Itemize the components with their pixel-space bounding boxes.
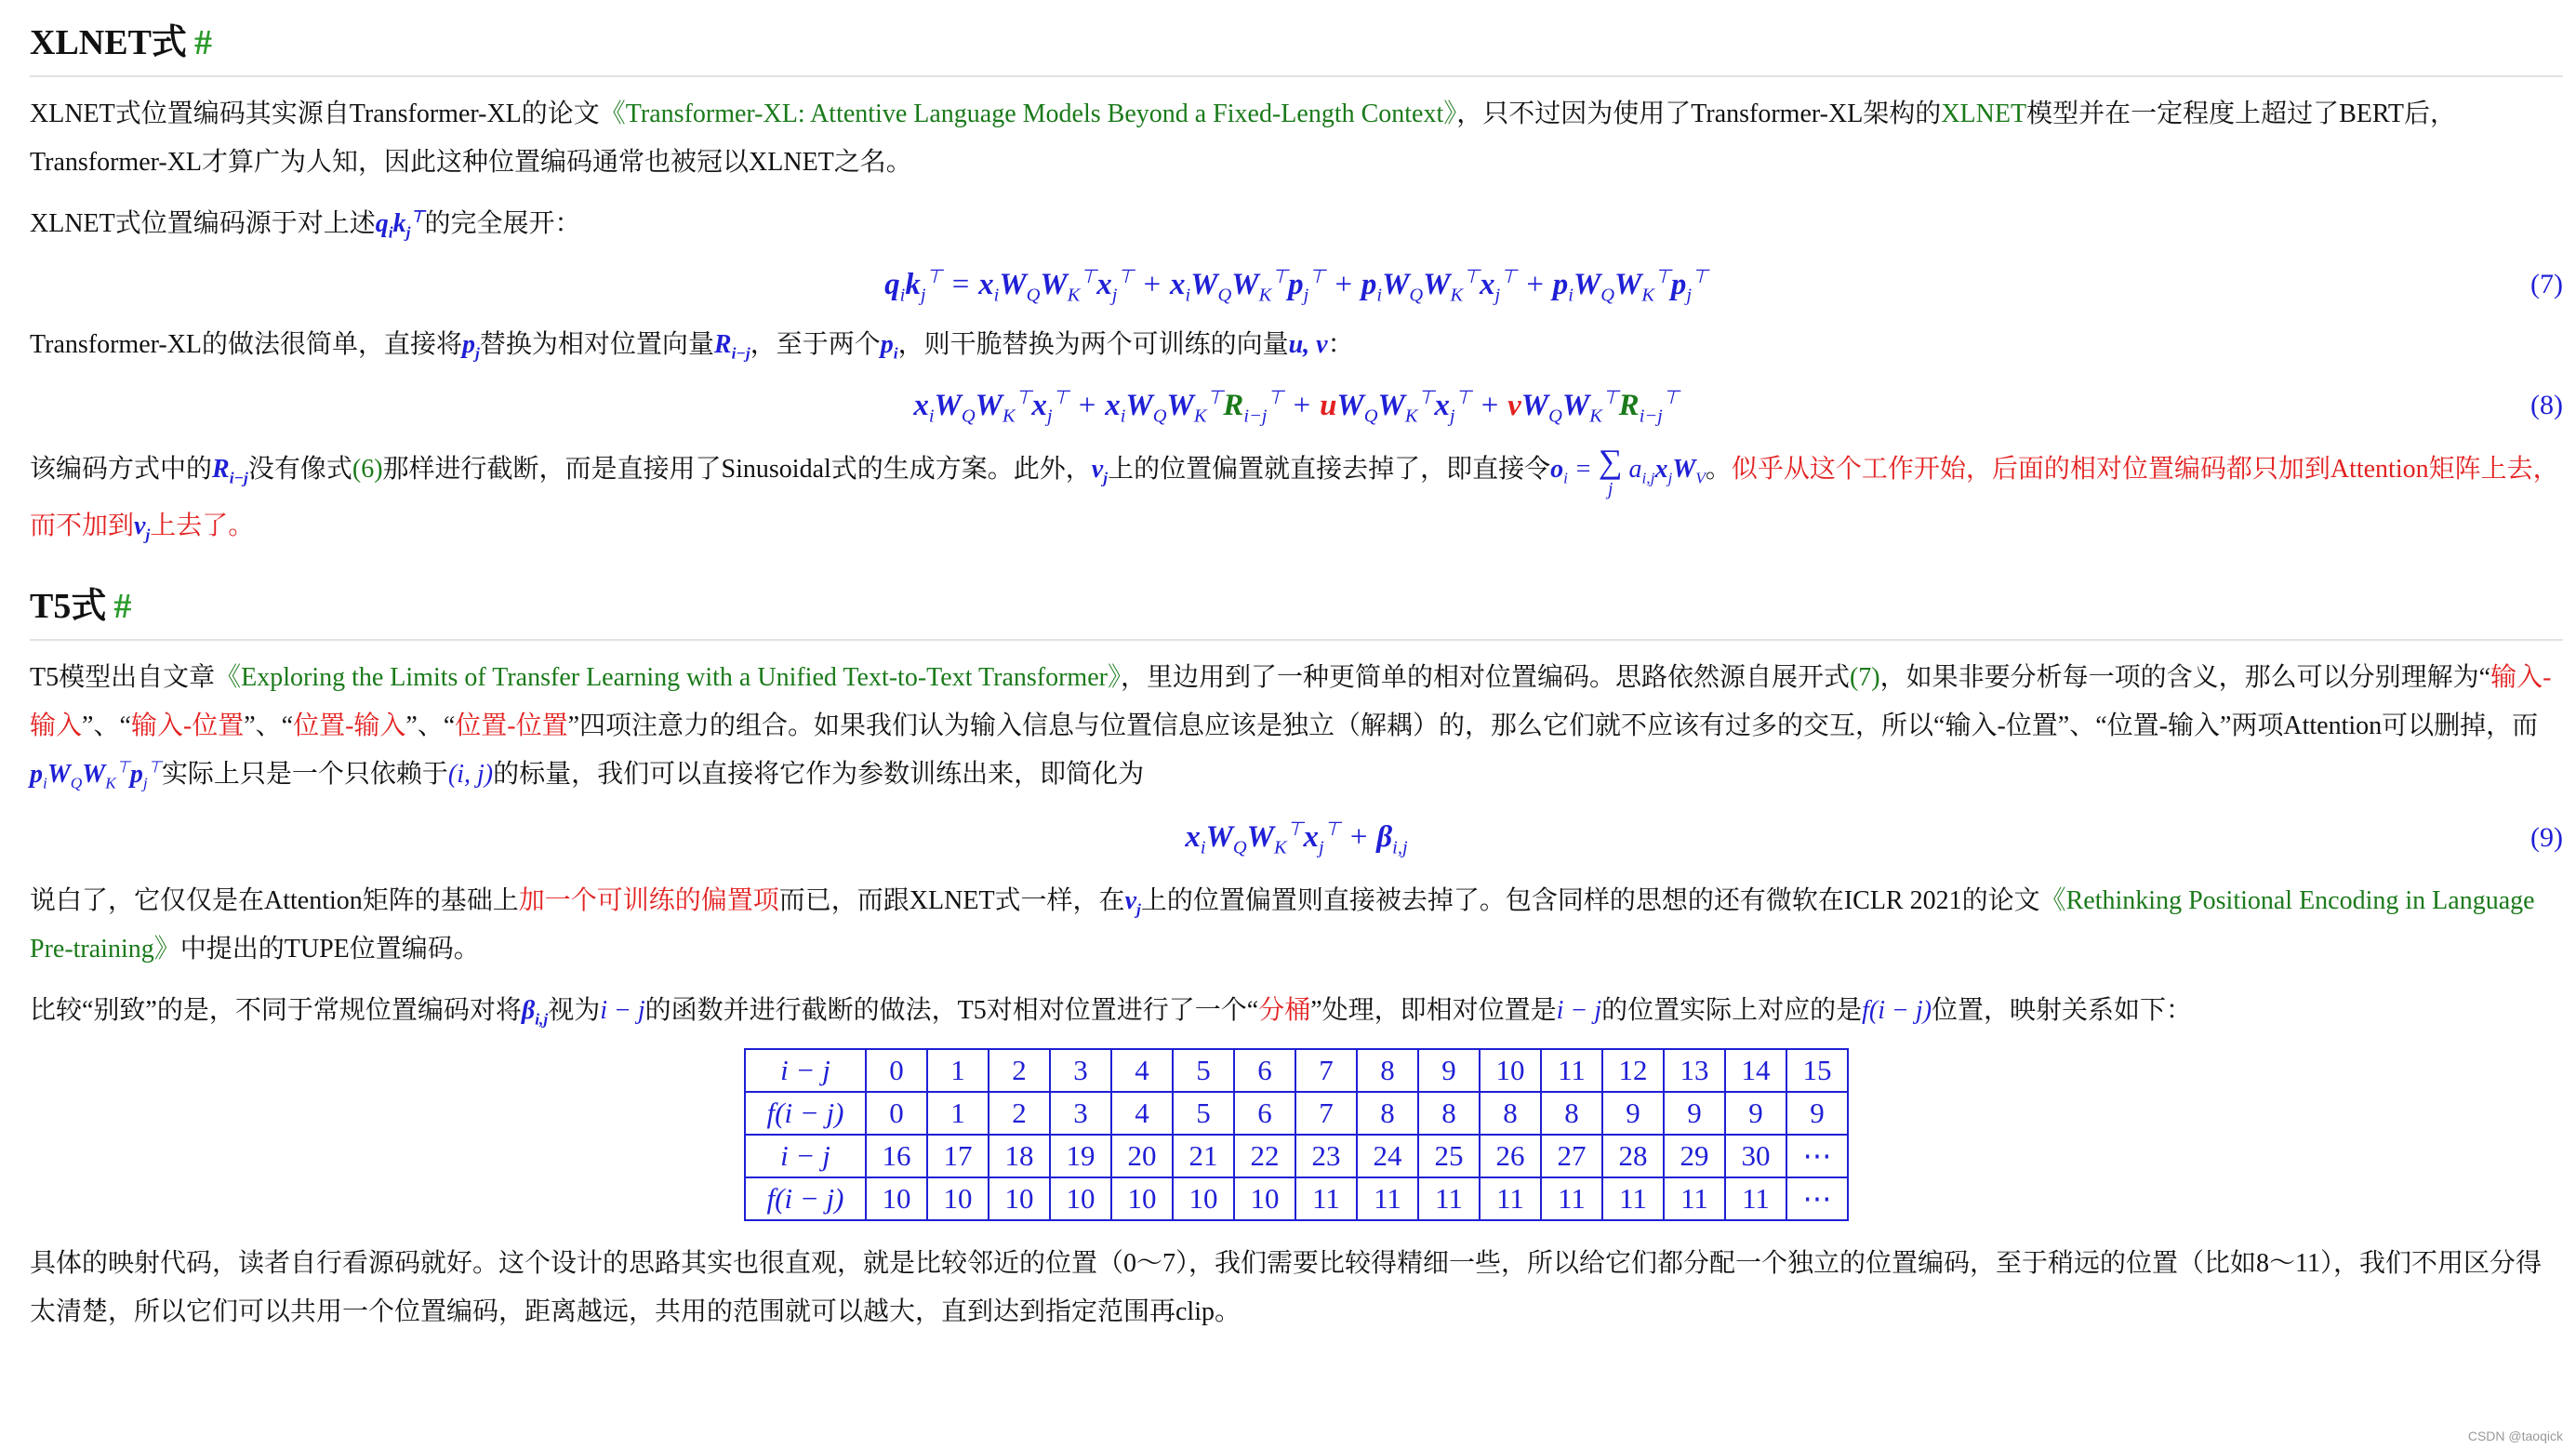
table-cell: 26 [1480,1135,1541,1177]
table-cell: 15 [1786,1049,1848,1092]
table-row [745,1135,1848,1177]
paragraph: T5模型出自文章《Exploring the Limits of Transfer Learning with a Unified Text-to-Text Transformer》，里边用到了一种更简单的相对位置编码。思路依然源自展开式(7)，如果非要分析每一项的含义，那么可以分别理解为“输入-输入”、“输入-位置”、“位置-输入”、“位置-位置”四项注意力的组合。如果我们认为输入信息与位置信息应该是独立（解耦）的，那么它们就不应该有过多的交互，所以“输入-位置”、“位置-输入”两项Attention可以删掉，而$p_iW_QW_K^⊤p_j^⊤$实际上只是一个只依赖于(i, j)的标量，我们可以直接将它作为参数训练出来，即简化为 [30,662,2552,792]
paragraph: 说白了，它仅仅是在Attention矩阵的基础上加一个可训练的偏置项而已，而跟XLNET式一样，在$v_j$上的位置偏置则直接被去掉了。包含同样的思想的还有微软在ICLR 2021的论文《Rethinking Positional Encoding in Language Pre-training》中提出的TUPE位置编码。 [30,885,2535,964]
table-cell: 2 [989,1092,1050,1135]
section-heading-t5: T5式 # [30,564,2563,641]
table-cell: 11 [1725,1177,1786,1220]
watermark: CSDN @taoqick [2467,1429,2563,1443]
table-cell: 28 [1602,1135,1664,1177]
table-cell: 10 [1111,1177,1173,1220]
section-heading-xlnet: XLNET式 # [30,0,2563,77]
table-cell: ⋯ [1786,1135,1848,1177]
table-row [745,1177,1848,1220]
table-cell: 1 [927,1092,989,1135]
paragraph: Transformer-XL的做法很简单，直接将$p_j$替换为相对位置向量$R_{i-j}$，至于两个$p_i$，则干脆替换为两个可训练的向量u, v： [30,330,1354,363]
anchor-link[interactable]: # [193,23,212,62]
table-cell: 19 [1050,1135,1111,1177]
paragraph: 具体的映射代码，读者自行看源码就好。这个设计的思路其实也很直观，就是比较邻近的位置（0～7），我们需要比较得精细一些，所以给它们都分配一个独立的位置编码，至于稍远的位置（比如8～11），我们不用区分得太清楚，所以它们可以共用一个位置编码，距离越远，共用的范围就可以越大，直到达到指定范围再clip。 [30,1248,2542,1326]
table-cell: 4 [1111,1092,1173,1135]
table-cell: 10 [1173,1177,1234,1220]
paragraph: XLNET式位置编码源于对上述$q_ik_j^⊤$的完全展开： [30,207,581,242]
paper-link[interactable]: 《Transformer-XL: Attentive Language Models Beyond a Fixed-Length Context》 [599,100,1457,128]
table-cell: 8 [1357,1092,1418,1135]
table-cell: 9 [1725,1092,1786,1135]
table-cell: 5 [1173,1092,1234,1135]
equation-number: (9) [2530,821,2563,853]
table-cell: 11 [1418,1177,1480,1220]
table-cell: 4 [1111,1049,1173,1092]
table-cell: 10 [1234,1177,1295,1220]
table-cell: 23 [1295,1135,1357,1177]
paper-link[interactable]: 《Exploring the Limits of Transfer Learning with a Unified Text-to-Text Transformer》 [215,662,1121,692]
equation-ref[interactable]: (7) [1849,662,1880,692]
equation-body: $x_iW_QW_K^⊤x_j^⊤ + \beta_{i,j}$ [1185,819,1408,858]
table-cell: 0 [866,1092,927,1135]
xlnet-link[interactable]: XLNET [1941,100,2027,128]
table-cell: 21 [1173,1135,1234,1177]
equation-8 [30,369,2563,442]
table-cell: 18 [989,1135,1050,1177]
table-cell: 27 [1541,1135,1602,1177]
equation-7 [30,248,2563,321]
paragraph: XLNET式位置编码其实源自Transformer-XL的论文《Transformer-XL: Attentive Language Models Beyond a Fixed-Length Context》，只不过因为使用了Transformer-XL架构的XLNET模型并在一定程度上超过了BERT后，Transformer-XL才算广为人知，因此这种位置编码通常也被冠以XLNET之名。 [30,100,2456,177]
table-cell: 29 [1664,1135,1725,1177]
row-label: f(i − j) [745,1092,866,1135]
paragraph: 比较“别致”的是，不同于常规位置编码对将$\beta_{i,j}$视为i − j的函数并进行截断的做法，T5对相对位置进行了一个“分桶”处理，即相对位置是i − j的位置实际上对应的是f(i − j)位置，映射关系如下： [30,995,2193,1029]
table-cell: 11 [1541,1177,1602,1220]
table-cell: 13 [1664,1049,1725,1092]
table-cell: 10 [1480,1049,1541,1092]
row-label: i − j [745,1049,866,1092]
equation-9 [30,799,2563,877]
table-cell: 20 [1111,1135,1173,1177]
equation-body: $q_ik_j^⊤ = x_iW_QW_K^⊤x_j^⊤ + x_iW_QW_K^⊤p_j^⊤ + p_iW_QW_K^⊤x_j^⊤ + p_iW_QW_K^⊤p_j^⊤$ [884,266,1708,306]
table-cell: 9 [1418,1049,1480,1092]
table-cell: 11 [1664,1177,1725,1220]
table-cell: 11 [1357,1177,1418,1220]
table-cell: 10 [866,1177,927,1220]
table-cell: 2 [989,1049,1050,1092]
math-inline: $q_ik_j^⊤$ [375,207,425,242]
table-cell: 30 [1725,1135,1786,1177]
table-row [745,1049,1848,1092]
table-cell: 17 [927,1135,989,1177]
table-cell: 22 [1234,1135,1295,1177]
table-cell: 3 [1050,1049,1111,1092]
anchor-link[interactable]: # [113,586,132,626]
table-cell: 11 [1602,1177,1664,1220]
table-cell: 10 [1050,1177,1111,1220]
table-cell: 12 [1602,1049,1664,1092]
table-cell: 9 [1786,1092,1848,1135]
table-cell: 6 [1234,1049,1295,1092]
equation-ref[interactable]: (6) [352,455,383,484]
table-cell: 25 [1418,1135,1480,1177]
table-cell: ⋯ [1786,1177,1848,1220]
table-cell: 10 [989,1177,1050,1220]
table-cell: 11 [1541,1049,1602,1092]
paper-link[interactable]: 《Rethinking Positional Encoding in Language Pre-training》 [30,885,2535,964]
bucket-mapping-table [744,1048,1849,1221]
table-cell: 6 [1234,1092,1295,1135]
paragraph: 该编码方式中的$R_{i-j}$没有像式(6)那样进行截断，而是直接用了Sinusoidal式的生成方案。此外，$v_j$上的位置偏置就直接去掉了，即直接令$o_i$ = ∑ j $a_{i,j}x_jW_V$。似乎从这个工作开始，后面的相对位置编码都只加到Attention矩阵上去，而不加到$v_j$上去了。 [30,442,2559,544]
table-cell: 16 [866,1135,927,1177]
equation-body: $x_iW_QW_K^⊤x_j^⊤ + x_iW_QW_K^⊤R_{i-j}^⊤ + uW_QW_K^⊤x_j^⊤ + vW_QW_K^⊤R_{i-j}^⊤$ [913,387,1680,427]
equation-number: (7) [2530,269,2563,299]
table-cell: 5 [1173,1049,1234,1092]
table-cell: 3 [1050,1092,1111,1135]
table-cell: 8 [1357,1049,1418,1092]
table-cell: 8 [1541,1092,1602,1135]
table-cell: 24 [1357,1135,1418,1177]
table-cell: 11 [1480,1177,1541,1220]
table-cell: 0 [866,1049,927,1092]
table-row [745,1092,1848,1135]
table-cell: 8 [1418,1092,1480,1135]
row-label: i − j [745,1135,866,1177]
table-cell: 11 [1295,1177,1357,1220]
table-cell: 9 [1602,1092,1664,1135]
equation-number: (8) [2530,390,2563,420]
row-label: f(i − j) [745,1177,866,1220]
table-cell: 9 [1664,1092,1725,1135]
table-cell: 14 [1725,1049,1786,1092]
table-cell: 8 [1480,1092,1541,1135]
table-cell: 7 [1295,1092,1357,1135]
table-cell: 1 [927,1049,989,1092]
table-cell: 7 [1295,1049,1357,1092]
table-cell: 10 [927,1177,989,1220]
article [30,0,2563,1336]
